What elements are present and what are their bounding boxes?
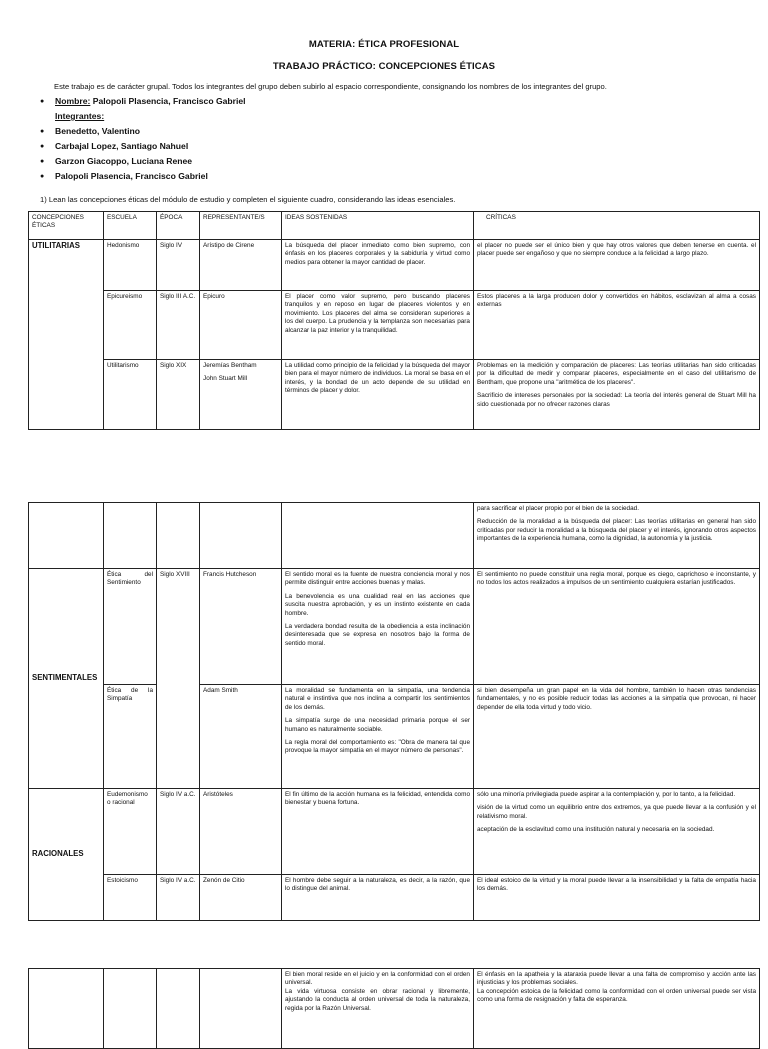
escuela-cell: Utilitarismo <box>104 360 157 430</box>
member-item: ● Palopoli Plasencia, Francisco Gabriel <box>40 170 440 185</box>
table-row <box>29 240 760 291</box>
table-row <box>29 685 760 789</box>
criticas-cell: si bien desempeña un gran papel en la vida del hombre, también lo hacen otras tendencias fundamentales, y no es posible reducir todas las acciones a la simpatía que provocan, ni hacer depender de ella toda virtud y todo vicio. <box>474 685 760 789</box>
ideas-cell <box>282 685 474 789</box>
table-row <box>29 875 760 921</box>
epoca-cell: Siglo XVIII <box>157 569 200 789</box>
concepciones-table-part-3 <box>28 968 760 1049</box>
representante-cell <box>200 360 282 430</box>
epoca-cell: Siglo XIX <box>157 360 200 430</box>
ideas-cell: La utilidad como principio de la felicidad y la búsqueda del mayor bien para el mayor número de individuos. La moral se basa en el interés, y la bondad de un acto depende de su utilidad en términos de placer y dolor. <box>282 360 474 430</box>
table-row <box>29 360 760 430</box>
members-heading <box>40 110 440 125</box>
table-header-row <box>29 212 760 240</box>
header-epoca: ÉPOCA <box>157 212 200 240</box>
empty-cell <box>282 503 474 569</box>
criticas-paragraph: para sacrificar el placer propio por el bien de la sociedad. <box>477 505 639 512</box>
members-label: Integrantes: <box>55 111 105 121</box>
criticas-paragraph: aceptación de la esclavitud como una institución natural y necesaria en la sociedad. <box>477 826 715 834</box>
criticas-cell: El ideal estoico de la virtud y la moral puede llevar a la insensibilidad y la falta de empatía hacia los demás. <box>474 875 760 921</box>
member-list <box>40 95 440 185</box>
criticas-paragraph: visión de la virtud como un equilibrio entre dos extremos, ya que puede llevar a la confusión y el relativismo moral. <box>477 804 756 820</box>
subject-title: MATERIA: ÉTICA PROFESIONAL <box>308 39 460 50</box>
name-line <box>40 95 440 110</box>
criticas-cell <box>474 360 760 430</box>
representante-name: John Stuart Mill <box>203 375 248 383</box>
escuela-cell: Hedonismo <box>104 240 157 291</box>
epoca-cell: Siglo III A.C. <box>157 291 200 360</box>
representante-cell: Adam Smith <box>200 685 282 789</box>
table-row <box>29 291 760 360</box>
criticas-cell: Estos placeres a la larga producen dolor y convertidos en hábitos, esclavizan al alma a cosas externas <box>474 291 760 360</box>
table-row <box>29 969 760 1049</box>
criticas-cell: El sentimiento no puede constituir una regla moral, porque es ciego, caprichoso e inconstante, y no todos los actos realizados a impulsos de un sentimiento cualquiera estarían justificados. <box>474 569 760 685</box>
ideas-paragraph: La regla moral del comportamiento es: "Obra de manera tal que provoque la mayor simpatía en el mayor número de personas". <box>285 739 470 755</box>
ideas-paragraph: La vida virtuosa consiste en obrar racional y libremente, ajustando la conducta al orden universal de toda la naturaleza, regida por la Razón Universal. <box>285 987 470 1012</box>
empty-cell <box>29 503 104 569</box>
criticas-paragraph: La concepción estoica de la felicidad como la conformidad con el orden universal puede ser vista como una forma de resignación y falta de esperanza. <box>477 987 756 1004</box>
empty-cell <box>157 503 200 569</box>
intro-text: Este trabajo es de carácter grupal. Todos los integrantes del grupo deben subirlo al espacio correspondiente, consignando los nombres de los integrantes del grupo. <box>54 82 607 91</box>
empty-cell <box>104 503 157 569</box>
empty-cell <box>104 969 157 1049</box>
ideas-cell: El fin último de la acción humana es la felicidad, entendida como bienestar y buena fortuna. <box>282 789 474 875</box>
category-sentimentales: SENTIMENTALES <box>29 569 104 789</box>
ideas-cell: El hombre debe seguir a la naturaleza, es decir, a la razón, que lo distingue del animal. <box>282 875 474 921</box>
empty-cell <box>200 969 282 1049</box>
escuela-cell: Eudemonismo o racional <box>104 789 157 875</box>
table-row <box>29 569 760 685</box>
category-utilitarias: UTILITARIAS <box>29 240 104 430</box>
criticas-cell <box>474 503 760 569</box>
epoca-cell: Siglo IV <box>157 240 200 291</box>
representante-cell: Aristóteles <box>200 789 282 875</box>
ideas-paragraph: El sentido moral es la fuente de nuestra conciencia moral y nos permite distinguir entre acciones buenas y malas. <box>285 571 470 587</box>
criticas-cell <box>474 969 760 1049</box>
name-label: Nombre: <box>55 96 91 106</box>
category-racionales: RACIONALES <box>29 789 104 921</box>
header-ideas: IDEAS SOSTENIDAS <box>282 212 474 240</box>
name-value: Palopoli Plasencia, Francisco Gabriel <box>92 96 246 106</box>
escuela-cell: Ética del Sentimiento <box>104 569 157 685</box>
empty-cell <box>29 969 104 1049</box>
assignment-title: TRABAJO PRÁCTICO: CONCEPCIONES ÉTICAS <box>272 61 496 72</box>
empty-cell <box>200 503 282 569</box>
representante-cell: Epicuro <box>200 291 282 360</box>
ideas-cell <box>282 969 474 1049</box>
representante-name: Jeremías Bentham <box>203 362 257 369</box>
member-item: ● Carbajal Lopez, Santiago Nahuel <box>40 140 440 155</box>
criticas-paragraph: Reducción de la moralidad a la búsqueda del placer: Las teorías utilitarias en general han sido criticadas por reducir la moralidad a la búsqueda del placer y el interés, ignorando otros aspectos importantes de la experiencia humana, como la dignidad, la autonomía y la justicia. <box>477 518 756 543</box>
epoca-cell: Siglo IV a.C. <box>157 875 200 921</box>
member-item: ● Garzon Giacoppo, Luciana Renee <box>40 155 440 170</box>
representante-cell: Zenón de Citio <box>200 875 282 921</box>
table-row <box>29 503 760 569</box>
criticas-cell <box>474 789 760 875</box>
empty-cell <box>157 969 200 1049</box>
criticas-paragraph: El énfasis en la apatheia y la ataraxia puede llevar a una falta de compromiso y acción ante las injusticias y los problemas sociales. <box>477 971 756 987</box>
concepciones-table-part-2 <box>28 502 760 921</box>
ideas-paragraph: La simpatía surge de una necesidad primaria porque el ser humano es naturalmente sociable. <box>285 717 470 733</box>
escuela-cell: Epicureismo <box>104 291 157 360</box>
escuela-cell: Estoicismo <box>104 875 157 921</box>
ideas-paragraph: El bien moral reside en el juicio y en la conformidad con el orden universal. <box>285 971 470 987</box>
ideas-paragraph: La moralidad se fundamenta en la simpatía, una tendencia natural e instintiva que nos inclina a compartir los sentimientos de los demás. <box>285 687 470 711</box>
header-escuela: ESCUELA <box>104 212 157 240</box>
concepciones-table-part-1 <box>28 211 760 430</box>
ideas-paragraph: La verdadera bondad resulta de la obediencia a esta inclinación desinteresada que se expresa en nosotros bajo la forma de sentido moral. <box>285 623 470 647</box>
criticas-paragraph: Sacrificio de intereses personales por la sociedad: La teoría del interés general de Stuart Mill ha sido cuestionada por no ofrecer razones claras <box>477 392 756 408</box>
representante-cell: Francis Hutcheson <box>200 569 282 685</box>
instruction-text: 1) Lean las concepciones éticas del módulo de estudio y completen el siguiente cuadro, considerando las ideas esenciales. <box>40 195 456 204</box>
criticas-paragraph: Problemas en la medición y comparación de placeres: Las teorías utilitarias han sido criticadas por la dificultad de medir y comparar placeres, especialmente en el caso del utilitarismo de Bentham, que propone una "aritmética de los placeres". <box>477 362 756 386</box>
epoca-cell: Siglo IV a.C. <box>157 789 200 875</box>
header-representante: REPRESENTANTE/S <box>200 212 282 240</box>
member-item: ● Benedetto, Valentino <box>40 125 440 140</box>
table-row <box>29 789 760 875</box>
escuela-cell: Ética de la Simpatía <box>104 685 157 789</box>
ideas-cell: La búsqueda del placer inmediato como bien supremo, con énfasis en los placeres corporales y la sabiduría y virtud como medios para obtener la mayor cantidad de placer. <box>282 240 474 291</box>
criticas-paragraph: sólo una minoría privilegiada puede aspirar a la contemplación y, por lo tanto, a la felicidad. <box>477 791 736 798</box>
ideas-paragraph: La benevolencia es una cualidad real en las acciones que suscita nuestra aprobación, y es un instinto existente en cada hombre. <box>285 592 470 617</box>
ideas-cell: El placer como valor supremo, pero buscando placeres tranquilos y en reposo en lugar de placeres violentos y en movimiento. Los placeres del alma se consideran superiores a los del cuerpo. La prudencia y la templanza son necesarias para alcanzar la paz interior y la tranquilidad. <box>282 291 474 360</box>
criticas-cell: el placer no puede ser el único bien y que hay otros valores que deben tenerse en cuenta. el placer puede ser engañoso y que no siempre conduce a la felicidad a largo plazo. <box>474 240 760 291</box>
representante-cell: Arístipo de Cirene <box>200 240 282 291</box>
header-concepciones: CONCEPCIONES ÉTICAS <box>29 212 104 240</box>
ideas-cell <box>282 569 474 685</box>
header-criticas: CRÍTICAS <box>474 212 760 240</box>
